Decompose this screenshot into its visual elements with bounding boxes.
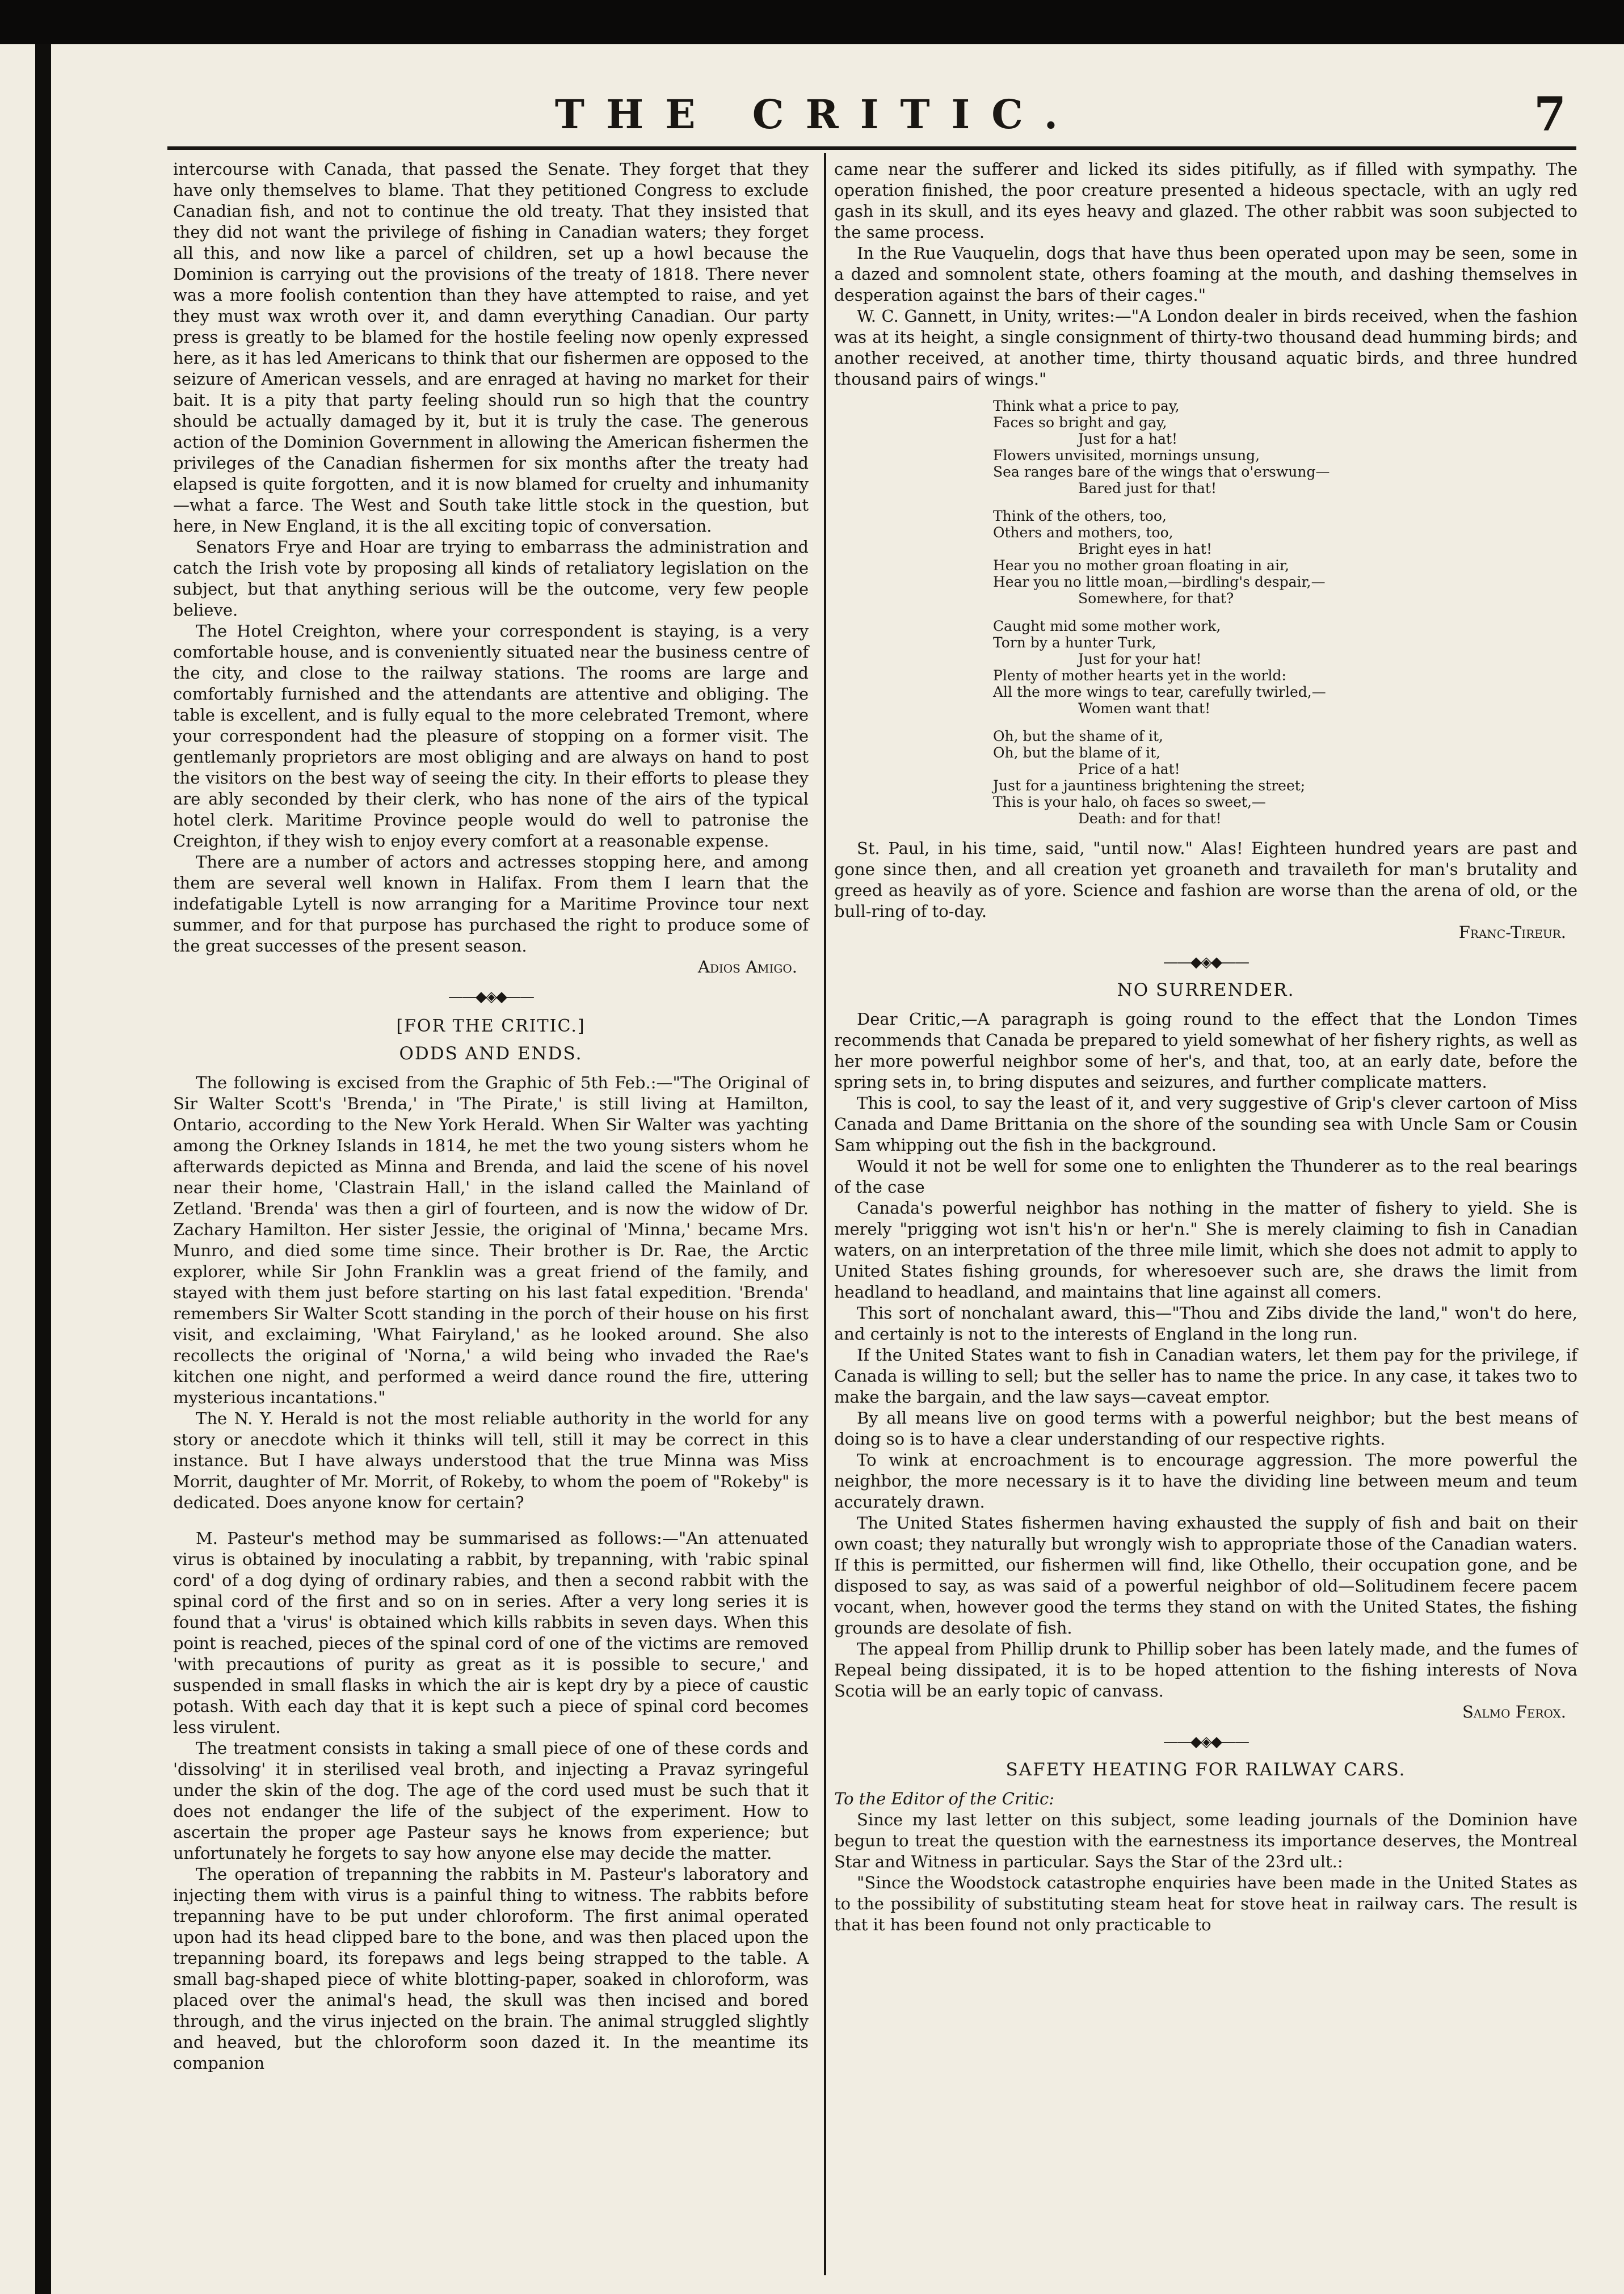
article-paragraph: In the Rue Vauquelin, dogs that have thus been operated upon may be seen, some in a dazed and somnolent state, others foaming at the mouth, and dashing themselves in desperation against the bars of their cages." [834,243,1577,305]
masthead [57,87,1577,142]
top-black-border [0,0,1624,44]
poem-line: Women want that! [1078,700,1211,717]
poem-stanza [993,508,1577,607]
poem-line: Just for a jauntiness brightening the street; [993,777,1306,794]
poem-line: Oh, but the shame of it, [993,728,1163,744]
poem-line: Hear you no mother groan floating in air, [993,557,1290,574]
for-critic-label: [FOR THE CRITIC.] [396,1016,586,1036]
newspaper-title: THE CRITIC. [554,91,1080,138]
poem-line: Somewhere, for that? [1078,590,1234,607]
article-paragraph: St. Paul, in his time, said, "until now." Alas! Eighteen hundred years are past and gone since then, and all creation yet groaneth and travaileth for man's brutality and greed as heavily as of yore. Science and fashion are worse than the arena of old, or the bull-ring of to-day. [834,839,1577,921]
letter-paragraph: Senators Frye and Hoar are trying to embarrass the administration and catch the Irish vote by proposing all kinds of retaliatory legislation on the subject, but that anything serious will be the outcome, very few people believe. [173,537,809,620]
article-paragraph: M. Pasteur's method may be summarised as follows:—"An attenuated virus is obtained by inoculating a rabbit, by trepanning, with 'rabic spinal cord' of a dog dying of ordinary rabies, and then a second rabbit with the spinal cord of the first and so on in series. After a very long series it is found that a 'virus' is obtained which kills rabbits in seven days. When this point is reached, pieces of the spinal cord of one of the victims are removed 'with precautions of purity as great as it is possible to secure,' and suspended in small flasks in which the air is kept dry by a piece of caustic potash. With each day that it is kept such a piece of spinal cord becomes less virulent. [173,1529,809,1737]
poem-line: Just for your hat! [1078,651,1202,667]
poem-line: Think what a price to pay, [993,398,1180,414]
page-number: 7 [1533,87,1566,142]
article-paragraph: The United States fishermen having exhausted the supply of fish and bait on their own coast; they naturally but wrongly wish to appropriate those of the Canadian waters. If this is permitted, our fishermen will find, like Othello, their occupation gone, and be disposed to say, as was said of a powerful neighbor of old—Solitudinem fecere pacem vocant, when, however good the terms they stand on with the United States, the fishing grounds are desolate of fish. [834,1513,1577,1638]
article-paragraph: W. C. Gannett, in Unity, writes:—"A London dealer in birds received, when the fashion was at its height, a single consignment of thirty-two thousand dead humming birds; and another received, at another time, thirty thousand aquatic birds, and three hundred thousand pairs of wings." [834,306,1577,389]
poem-line: Price of a hat! [1078,761,1180,777]
signature-salmo-ferox: Salmo Ferox. [1462,1702,1566,1721]
ornament-divider: ——◆◈◆—— [1163,954,1248,971]
poem-line: Flowers unvisited, mornings unsung, [993,447,1260,464]
poem-stanza [993,728,1577,827]
poem-line: Bared just for that! [1078,480,1217,496]
article-paragraph: "Since the Woodstock catastrophe enquiries have been made in the United States as to the possibility of substituting steam heat for stove heat in railway cars. The result is that it has been found not only practicable to [834,1873,1577,1934]
article-paragraph: To wink at encroachment is to encourage aggression. The more powerful the neighbor, the more necessary is it to have the dividing line between meum and teum accurately drawn. [834,1450,1577,1512]
ornament-divider: ——◆◈◆—— [448,988,533,1005]
poem-line: Death: and for that! [1078,810,1222,827]
article-paragraph: This is cool, to say the least of it, and very suggestive of Grip's clever cartoon of Miss Canada and Dame Brittania on the shore of the sounding sea with Uncle Sam or Cousin Sam whipping out the fish in the background. [834,1093,1577,1155]
left-column [173,159,809,2074]
poem-line: Bright eyes in hat! [1078,541,1213,557]
poem-line: Others and mothers, too, [993,524,1173,541]
letter-paragraph: intercourse with Canada, that passed the Senate. They forget that they have only themselves to blame. That they petitioned Congress to exclude Canadian fish, and not to continue the old treaty. That they insisted that they did not want the privilege of fishing in Canadian waters; they forget all this, and now like a parcel of children, set up a howl because the Dominion is carrying out the provisions of the treaty of 1818. There never was a more foolish contention than they have attempted to raise, and yet they must wax wroth over it, and damn everything Canadian. Our party press is greatly to be blamed for the hostile feeling now openly expressed here, as it has led Americans to think that our fishermen are opposed to the seizure of American vessels, and are enraged at having no market for their bait. It is a pity that party feeling should run so high that the country should be actually damaged by it, but it is truly the case. The generous action of the Dominion Government in allowing the American fishermen the privileges of the Canadian fishermen for six months after the treaty had elapsed is quite forgotten, and it is now blamed for cruelty and inhumanity—what a farce. The West and South take little stock in the question, but here, in New England, it is the all exciting topic of conversation. [173,159,809,536]
article-paragraph: If the United States want to fish in Canadian waters, let them pay for the privilege, if Canada is willing to sell; but the seller has to name the price. In any case, it takes two to make the bargain, and the law says—caveat emptor. [834,1345,1577,1407]
article-paragraph: Dear Critic,—A paragraph is going round to the effect that the London Times recommends that Canada be prepared to yield somewhat of her fishery rights, as well as her more powerful neighbor some of her's, and that, too, at an early date, before the spring sets in, to bring disputes and seizures, and further complicate matters. [834,1009,1577,1092]
salutation: To the Editor of the Critic: [834,1789,1055,1808]
poem-line: Hear you no little moan,—birdling's despair,— [993,574,1326,590]
letter-paragraph: The Hotel Creighton, where your correspondent is staying, is a very comfortable house, and is conveniently situated near the business centre of the city, and close to the railway stations. The rooms are large and comfortably furnished and the attendants are attentive and obliging. The table is excellent, and is fully equal to the more celebrated Tremont, where your correspondent had the pleasure of stopping on a former visit. The gentlemanly proprietors are most obliging and are always on hand to post the visitors on the best way of seeing the city. In their efforts to please they are ably seconded by their clerk, who has none of the airs of the typical hotel clerk. Maritime Province people would do well to patronise the Creighton, if they wish to enjoy every comfort at a reasonable expense. [173,621,809,851]
poem-line: This is your halo, oh faces so sweet,— [993,794,1266,810]
poem-line: Torn by a hunter Turk, [993,634,1156,651]
poem-line: All the more wings to tear, carefully twirled,— [993,684,1326,700]
poem-line: Sea ranges bare of the wings that o'erswung— [993,464,1330,480]
poem-line: Think of the others, too, [993,508,1167,524]
article-paragraph: This sort of nonchalant award, this—"Thou and Zibs divide the land," won't do here, and certainly is not to the interests of England in the long run. [834,1303,1577,1344]
article-paragraph: Canada's powerful neighbor has nothing in the matter of fishery to yield. She is merely "prigging wot isn't his'n or her'n." She is merely claiming to fish in Canadian waters, on an interpretation of the three mile limit, which she does not admit to apply to United States fishing grounds, for wheresoever such are, she draws the limit from headland to headland, and maintains that line against all comers. [834,1198,1577,1302]
poem-line: Faces so bright and gay, [993,414,1167,431]
left-black-border [35,44,51,2294]
article-paragraph: Would it not be well for some one to enlighten the Thunderer as to the real bearings of the case [834,1156,1577,1197]
article-paragraph: The treatment consists in taking a small piece of one of these cords and 'dissolving' it in sterilised veal broth, and injecting a Pravaz syringeful under the skin of the dog. The age of the cord used must be such that it does not endanger the life of the subject of the experiment. How to ascertain the proper age Pasteur says he knows from experience; but unfortunately he forgets to say how anyone else may decide the matter. [173,1739,809,1863]
signature-adios-amigo: Adios Amigo. [697,957,797,976]
odds-and-ends-title: ODDS AND ENDS. [399,1043,583,1064]
article-paragraph: The operation of trepanning the rabbits in M. Pasteur's laboratory and injecting them with virus is a painful thing to witness. The rabbits before trepanning have to be put under chloroform. The first animal operated upon had its head clipped bare to the bone, and was then placed upon the trepanning board, its forepaws and legs being strapped to the table. A small bag-shaped piece of white blotting-paper, soaked in chloroform, was placed over the animal's head, the skull was then incised and bored through, and the virus injected on the brain. The animal struggled slightly and heaved, but the chloroform soon dazed it. In the meantime its companion [173,1864,809,2073]
poem-line: Plenty of mother hearts yet in the world: [993,667,1286,684]
column-divider [824,153,826,2275]
article-paragraph: Since my last letter on this subject, some leading journals of the Dominion have begun to treat the question with the earnestness its importance deserves, the Montreal Star and Witness in particular. Says the Star of the 23rd ult.: [834,1810,1577,1871]
poem-stanza [993,618,1577,717]
article-paragraph: The following is excised from the Graphic of 5th Feb.:—"The Original of Sir Walter Scott's 'Brenda,' in 'The Pirate,' is still living at Hamilton, Ontario, according to the New York Herald. When Sir Walter was yachting among the Orkney Islands in 1814, he met the two young sisters whom he afterwards depicted as Minna and Brenda, and laid the scene of his novel near their home, 'Clastrain Hall,' in the island called the Mainland of Zetland. 'Brenda' was then a girl of fourteen, and is now the widow of Dr. Zachary Hamilton. Her sister Jessie, the original of 'Minna,' became Mrs. Munro, and died some time since. Their brother is Dr. Rae, the Arctic explorer, while Sir John Franklin was a great friend of the family, and stayed with them just before starting on his last fatal expedition. 'Brenda' remembers Sir Walter Scott standing in the porch of their house on his first visit, and exclaiming, 'What Fairyland,' as he looked around. She also recollects the original of 'Norna,' a wild being who invaded the Rae's kitchen one night, and performed a weird dance round the fire, uttering mysterious incantations." [173,1073,809,1407]
ornament-divider: ——◆◈◆—— [1163,1733,1248,1750]
letter-paragraph: There are a number of actors and actresses stopping here, and among them are several well known in Halifax. From them I learn that the indefatigable Lytell is now arranging for a Maritime Province tour next summer, and for that purpose has purchased the right to produce some of the great successes of the present season. [173,852,809,956]
header-rule [167,146,1576,150]
no-surrender-title: NO SURRENDER. [1117,980,1295,1000]
article-paragraph: By all means live on good terms with a powerful neighbor; but the best means of doing so is to have a clear understanding of our respective rights. [834,1408,1577,1449]
right-column [834,159,1577,1935]
article-paragraph: came near the sufferer and licked its sides pitifully, as if filled with sympathy. The operation finished, the poor creature presented a hideous spectacle, with an ugly red gash in its skull, and its eyes heavy and glazed. The other rabbit was soon subjected to the same process. [834,159,1577,242]
poem [993,398,1577,827]
article-paragraph: The N. Y. Herald is not the most reliable authority in the world for any story or anecdote which it thinks will tell, still it may be correct in this instance. But I have always understood that the true Minna was Miss Morrit, daughter of Mr. Morrit, of Rokeby, to whom the poem of "Rokeby" is dedicated. Does anyone know for certain? [173,1409,809,1512]
poem-line: Caught mid some mother work, [993,618,1221,634]
safety-heating-title: SAFETY HEATING FOR RAILWAY CARS. [1005,1760,1406,1780]
poem-line: Just for a hat! [1078,431,1178,447]
signature-franc-tireur: Franc-Tireur. [1458,923,1566,942]
poem-stanza [993,398,1577,496]
article-paragraph: The appeal from Phillip drunk to Phillip sober has been lately made, and the fumes of Repeal being dissipated, it is to be hoped attention to the fishing interests of Nova Scotia will be an early topic of canvass. [834,1639,1577,1700]
poem-line: Oh, but the blame of it, [993,744,1161,761]
